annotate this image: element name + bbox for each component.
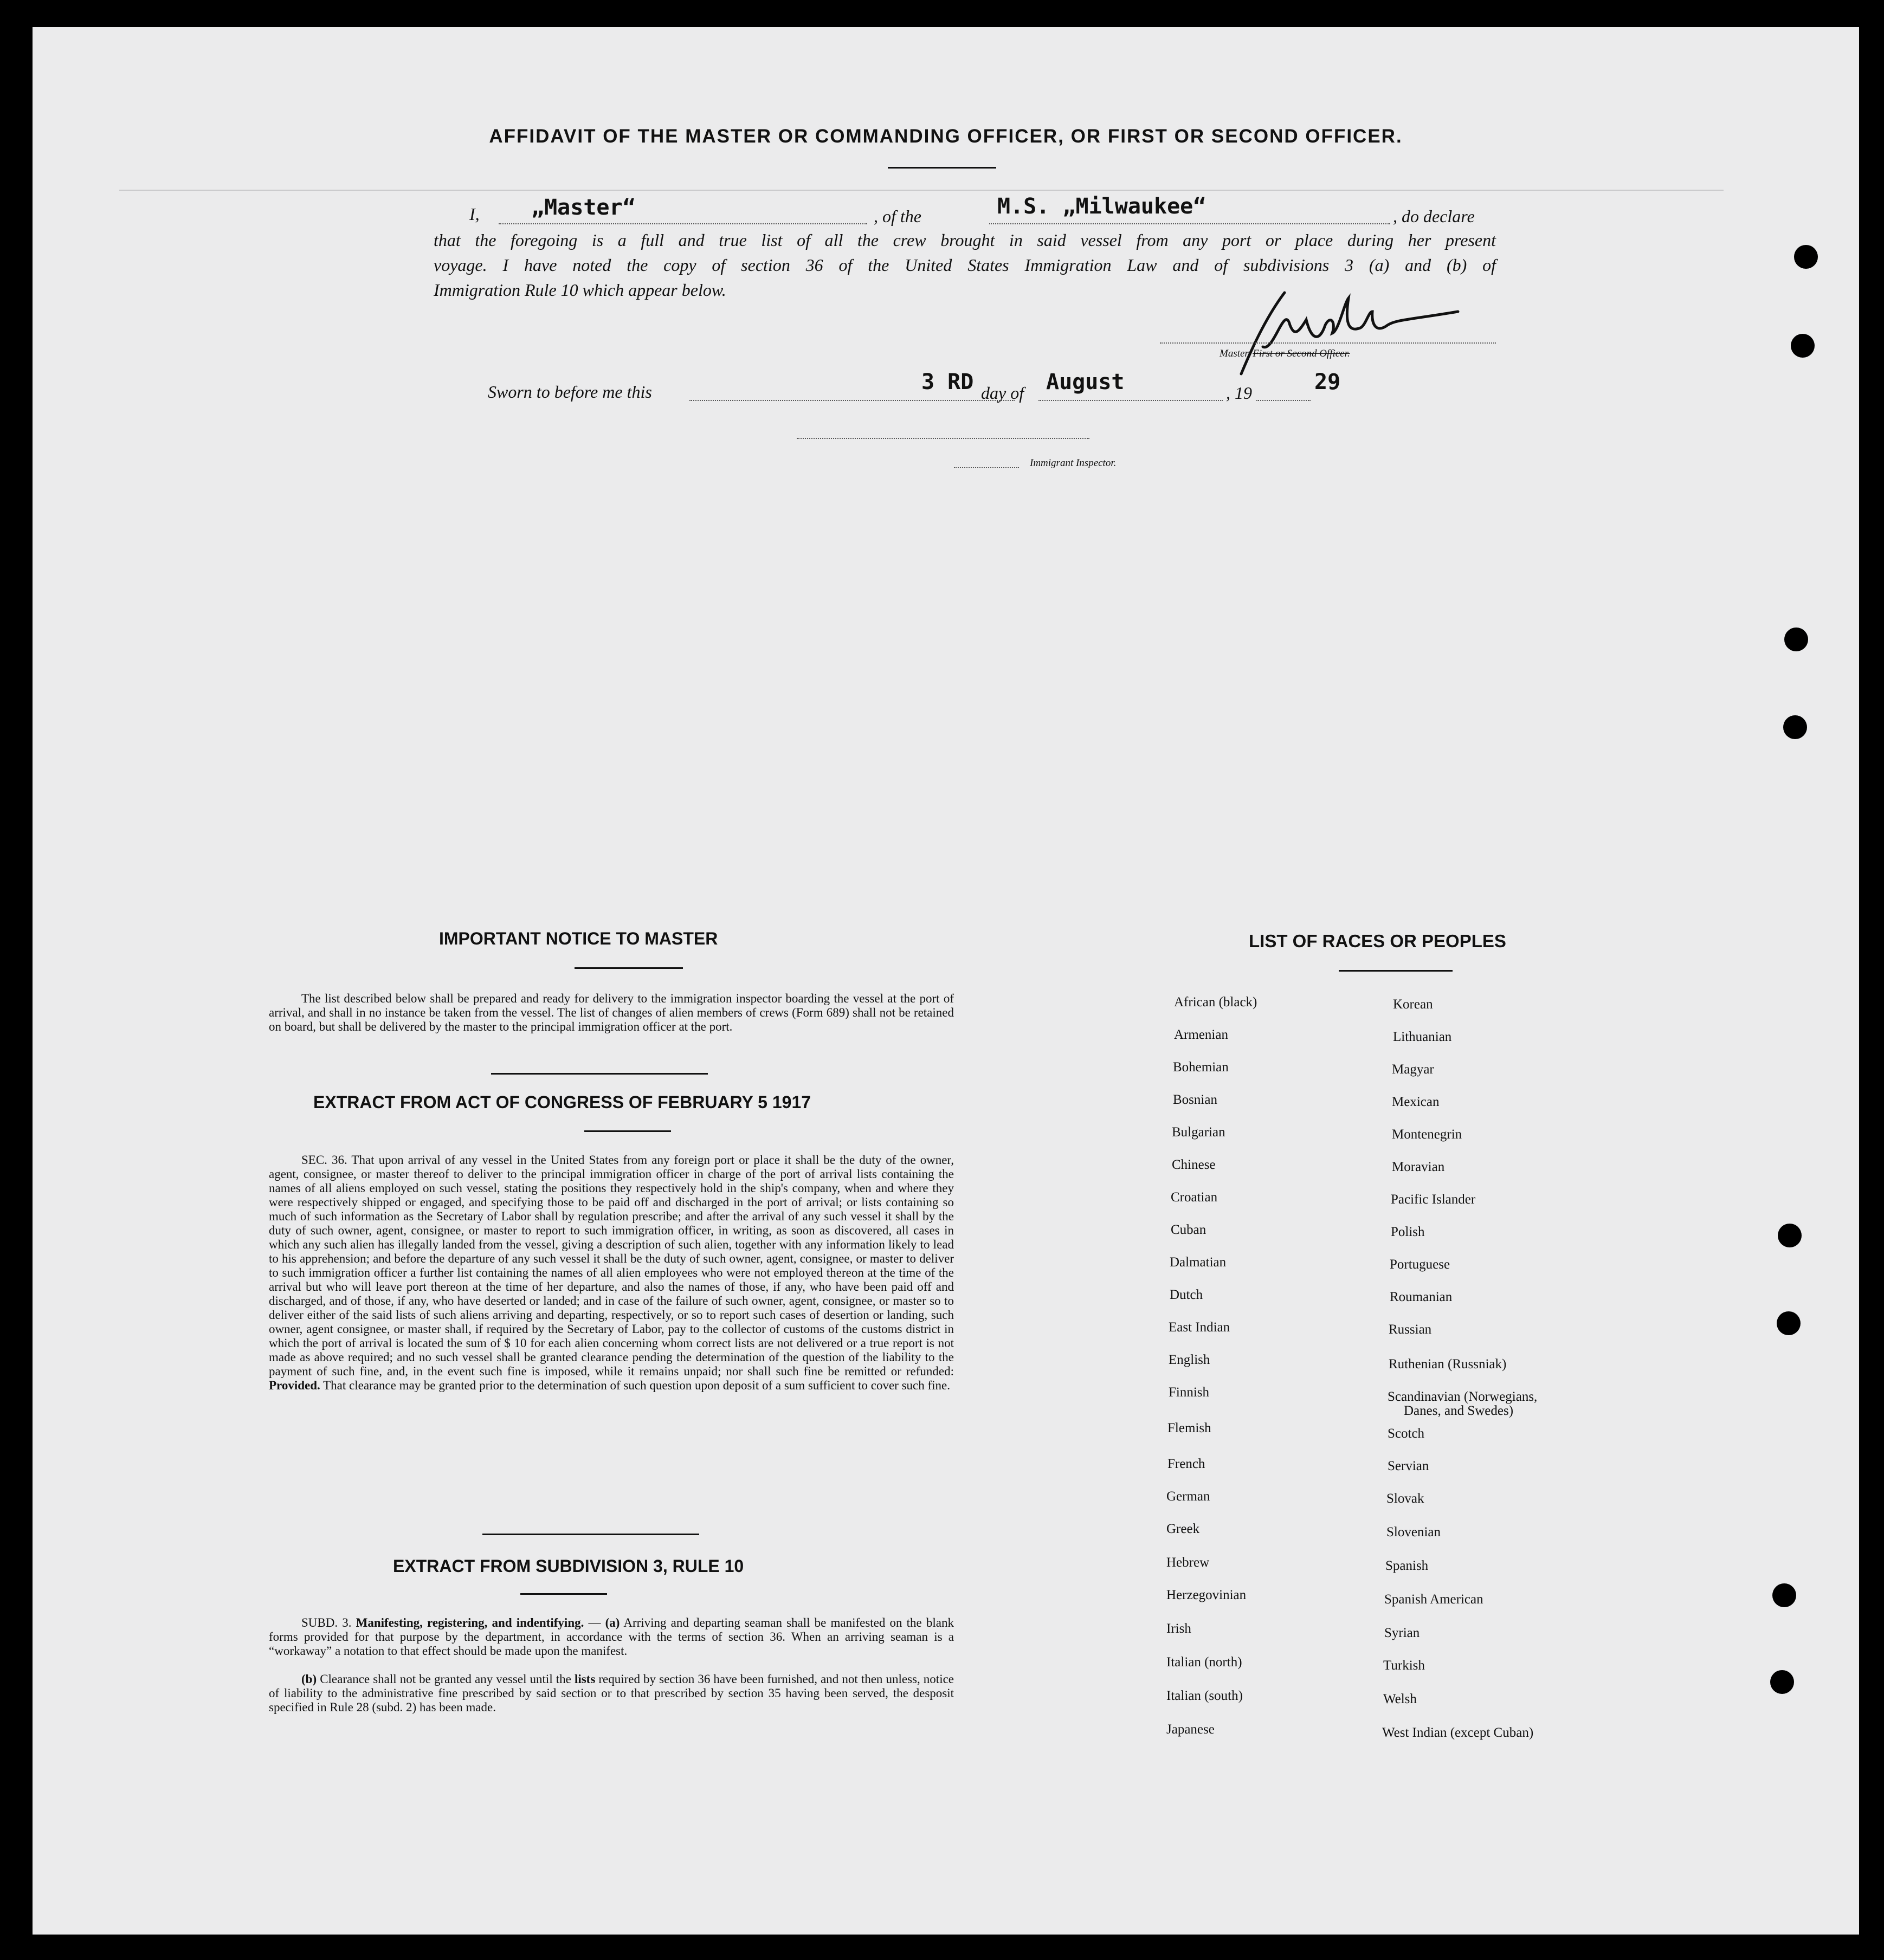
race-item: Korean <box>1393 997 1433 1012</box>
race-item: Pacific Islander <box>1391 1192 1476 1207</box>
punch-hole <box>1794 245 1818 269</box>
act-text-provided: Provided. <box>269 1379 320 1392</box>
race-item: Croatian <box>1171 1190 1218 1205</box>
race-item: West Indian (except Cuban) <box>1382 1725 1534 1740</box>
document-page <box>33 27 1859 1935</box>
act-text-after: That clearance may be granted prior to the determination of such question upon deposit of a sum sufficient to cover such fine. <box>320 1379 950 1392</box>
declaration-line-1: that the foregoing is a full and true list of all the crew brought in said vessel from any port or place during her present <box>434 230 1496 250</box>
month-value: August <box>1046 370 1125 394</box>
notice-bottom-divider <box>491 1073 708 1075</box>
of-the-label: , of the <box>874 206 921 226</box>
race-item: Spanish American <box>1384 1592 1483 1607</box>
races-divider <box>1339 970 1453 972</box>
race-item: Russian <box>1389 1322 1432 1337</box>
race-item: Armenian <box>1174 1027 1228 1042</box>
day-of-label: day of <box>981 383 1024 403</box>
inspector-line-bottom <box>954 467 1019 468</box>
race-item: Magyar <box>1392 1062 1434 1077</box>
subd-b-text-2: required by section 36 have been furnished, and not then unless, notice of liability to the administrative fine prescribed by said section or to that prescribed by section 35 having been served, the desposit specified in Rule 28 (subd. 2) has been made. <box>269 1672 954 1714</box>
race-item: Scandinavian (Norwegians, <box>1388 1389 1538 1404</box>
race-item: Slovak <box>1386 1491 1424 1506</box>
punch-hole <box>1778 1224 1802 1247</box>
race-item: German <box>1166 1489 1210 1504</box>
race-item: Cuban <box>1171 1222 1206 1237</box>
year-prefix: , 19 <box>1226 383 1252 403</box>
races-title: LIST OF RACES OR PEOPLES <box>1249 931 1506 951</box>
inspector-line-top <box>797 438 1089 439</box>
race-item: Turkish <box>1383 1658 1425 1673</box>
punch-hole <box>1783 715 1807 739</box>
punch-hole <box>1770 1670 1794 1694</box>
race-item: Moravian <box>1392 1160 1445 1174</box>
race-item: Bosnian <box>1173 1092 1217 1107</box>
race-item: Italian (north) <box>1166 1655 1242 1670</box>
race-item: Italian (south) <box>1166 1689 1243 1703</box>
race-item: Montenegrin <box>1392 1127 1462 1142</box>
race-item: Scotch <box>1388 1426 1425 1441</box>
signature-caption <box>1220 348 1350 360</box>
master-signature <box>1203 282 1474 379</box>
race-item: Welsh <box>1383 1692 1417 1706</box>
race-item: Japanese <box>1166 1722 1215 1737</box>
affidavit-title: AFFIDAVIT OF THE MASTER OR COMMANDING OFFICER, OR FIRST OR SECOND OFFICER. <box>489 126 1403 147</box>
race-item: Spanish <box>1385 1558 1429 1573</box>
act-divider <box>584 1130 671 1132</box>
name-value: „Master“ <box>531 195 636 220</box>
race-item: Herzegovinian <box>1166 1588 1247 1602</box>
race-item: French <box>1167 1457 1205 1471</box>
race-item: Portuguese <box>1390 1257 1450 1272</box>
race-item: Irish <box>1166 1621 1191 1636</box>
race-item: Polish <box>1391 1225 1425 1239</box>
subd-b-text-1: Clearance shall not be granted any vessel until the <box>317 1672 575 1686</box>
year-line <box>1256 400 1311 401</box>
race-item: Roumanian <box>1390 1290 1453 1304</box>
race-item: Flemish <box>1167 1421 1211 1435</box>
rule-text-a <box>269 1616 954 1658</box>
race-item: Greek <box>1166 1522 1200 1536</box>
race-item: Bulgarian <box>1172 1125 1225 1140</box>
notice-divider <box>575 967 683 969</box>
race-item: Chinese <box>1172 1157 1216 1172</box>
do-declare-label: , do declare <box>1393 206 1475 226</box>
race-item: Lithuanian <box>1393 1030 1452 1044</box>
race-item: African (black) <box>1174 995 1257 1010</box>
i-label: I, <box>469 204 480 224</box>
signature-caption-master: Master, <box>1220 348 1253 359</box>
race-item: Finnish <box>1169 1385 1210 1400</box>
race-item: Hebrew <box>1166 1555 1210 1570</box>
declaration-line-3: Immigration Rule 10 which appear below. <box>434 280 726 300</box>
race-item: East Indian <box>1169 1320 1230 1335</box>
sworn-day-line <box>689 400 1015 401</box>
rule-text-b <box>269 1672 954 1715</box>
punch-hole <box>1791 334 1815 358</box>
race-item: Bohemian <box>1173 1060 1229 1075</box>
bleed-through-line <box>119 190 1724 191</box>
race-item: Dalmatian <box>1170 1255 1227 1270</box>
year-value: 29 <box>1314 370 1341 394</box>
act-bottom-divider <box>482 1534 699 1535</box>
act-text-main: SEC. 36. That upon arrival of any vessel in the United States from any foreign port or place it shall be the duty of the owner, agent, consignee, or master thereof to deliver to the principal immigration officer in charge of the port of arrival lists containing the names of all aliens employed on such vessel, stating the positions they respectively hold in the ship's company, when and where they were respectively shipped or engaged, and specifying those to be paid off and discharged in the port of arrival; or lists containing so much of such information as the Secretary of Labor shall by regulation prescribe; and after the arrival of any such vessel it shall by the duty of such owner, agent, consignee, or master to report to such immigration officer, in writing, as soon as discovered, all cases in which any such alien has illegally landed from the vessel, giving a description of such alien, together with any information likely to lead to his apprehension; and before the departure of any such vessel it shall be the duty of such owner, agent, consignee, or master to deliver to such immigration officer a further list containing the names of all alien employees who were not employed thereon at the time of the arrival but who will leave port thereon at the time of her departure, and also the names of those, if any, who have been paid off and discharged, and of those, if any, who have deserted or landed; and in case of the failure of such owner, agent, consignee, or master so to deliver either of the said lists of such aliens arriving and departing, respectively, or so to report such cases of desertion or landing, such owner, agent consignee, or master shall, if required by the Secretary of Labor, pay to the collector of customs of the customs district in which the port of arrival is located the sum of $ 10 for each alien concerning whom correct lists are not delivered or a true report is not made as above required; and no such vessel shall be granted clearance pending the determination of the question of the liability to the payment of such fine, and, in the event such fine is imposed, while it remains unpaid; nor shall such fine be remitted or refunded: <box>269 1153 954 1378</box>
notice-text: The list described below shall be prepared and ready for delivery to the immigration inspector boarding the vessel at the port of arrival, and shall in no instance be taken from the vessel. The list of changes of alien members of crews (Form 689) shall not be retained on board, but shall be delivered by the master to the principal immigration officer at the port. <box>269 992 954 1033</box>
name-field-line <box>499 223 867 224</box>
act-text <box>269 1153 954 1393</box>
signature-line <box>1160 342 1496 344</box>
subd-b-lists: lists <box>574 1672 596 1686</box>
race-item: English <box>1169 1353 1210 1367</box>
punch-hole <box>1784 628 1808 651</box>
subd-label: SUBD. 3. <box>301 1616 356 1629</box>
notice-title: IMPORTANT NOTICE TO MASTER <box>439 929 718 948</box>
subd-dash: — <box>584 1616 605 1629</box>
signature-caption-struck: First or Second Officer. <box>1253 348 1350 359</box>
subd-a-label: (a) <box>605 1616 620 1629</box>
subd-a-text: Arriving and departing seaman shall be manifested on the blank forms provided for that purpose by the department, in accordance with the terms of section 36. When an arriving seaman is a “workaway” a notation to that effect should be made upon the manifest. <box>269 1616 954 1658</box>
subd-heading: Manifesting, registering, and indentifying. <box>356 1616 584 1629</box>
inspector-caption: Immigrant Inspector. <box>1030 457 1117 469</box>
subd-b-label: (b) <box>301 1672 317 1686</box>
race-item: Ruthenian (Russniak) <box>1389 1357 1507 1372</box>
title-divider <box>888 167 996 169</box>
vessel-field-line <box>989 223 1390 224</box>
race-item: Mexican <box>1392 1095 1440 1109</box>
race-item: Slovenian <box>1386 1525 1441 1539</box>
vessel-value: M.S. „Milwaukee“ <box>997 194 1206 219</box>
race-item: Syrian <box>1384 1626 1420 1640</box>
declaration-line-2: voyage. I have noted the copy of section 36 of the United States Immigration Law and of subdivisions 3 (a) and (b) of <box>434 255 1496 275</box>
race-item: Dutch <box>1170 1288 1203 1302</box>
punch-hole <box>1777 1311 1801 1335</box>
month-line <box>1038 400 1223 401</box>
race-item: Servian <box>1388 1459 1429 1473</box>
race-item: Danes, and Swedes) <box>1404 1403 1514 1418</box>
rule-title: EXTRACT FROM SUBDIVISION 3, RULE 10 <box>393 1556 744 1576</box>
act-title: EXTRACT FROM ACT OF CONGRESS OF FEBRUARY 5 1917 <box>313 1092 811 1112</box>
day-value: 3 RD <box>921 370 974 394</box>
punch-hole <box>1772 1583 1796 1607</box>
rule-divider <box>520 1593 607 1595</box>
sworn-label: Sworn to before me this <box>488 382 652 402</box>
